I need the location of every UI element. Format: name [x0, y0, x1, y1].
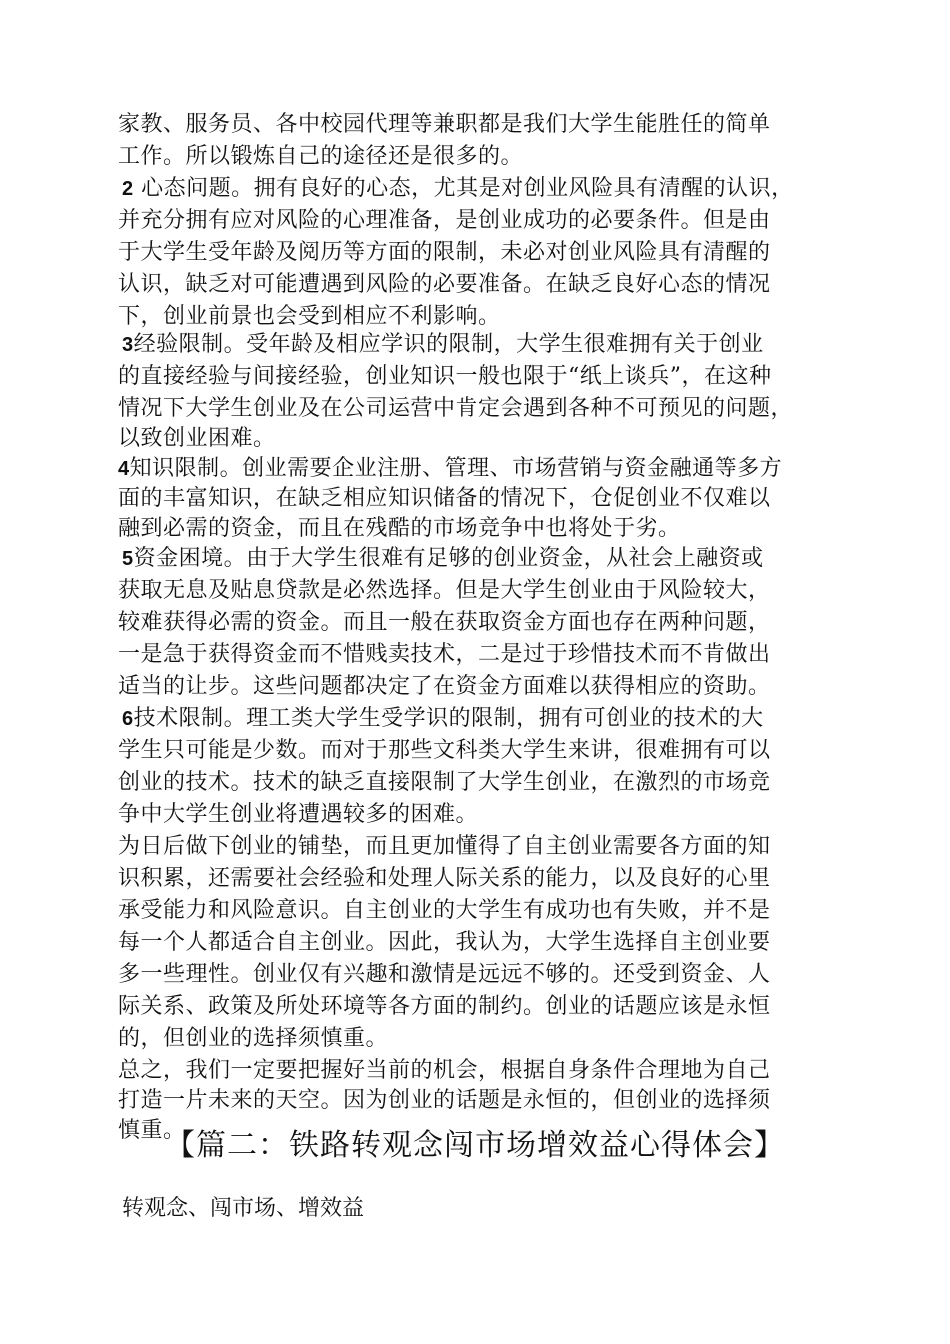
- text-line: 总之，我们一定要把握好当前的机会，根据自身条件合理地为自己: [118, 1058, 771, 1083]
- text-line: 下，创业前景也会受到相应不利影响。: [118, 304, 501, 329]
- text-line: 6技术限制。理工类大学生受学识的限制，拥有可创业的技术的大: [122, 706, 764, 731]
- text-line: 打造一片未来的天空。因为创业的话题是永恒的，但创业的选择须: [118, 1088, 771, 1113]
- text-line: 3经验限制。受年龄及相应学识的限制，大学生很难拥有关于创业: [122, 332, 764, 357]
- text-line: 家教、服务员、各中校园代理等兼职都是我们大学生能胜任的简单: [118, 112, 771, 137]
- text-line: 并充分拥有应对风险的心理准备，是创业成功的必要条件。但是由: [118, 208, 771, 233]
- text-line: 的，但创业的选择须慎重。: [118, 1026, 389, 1051]
- text-line: 识积累，还需要社会经验和处理人际关系的能力，以及良好的心里: [118, 866, 771, 891]
- text-line: 获取无息及贴息贷款是必然选择。但是大学生创业由于风险较大，: [118, 578, 771, 603]
- text-line: 的直接经验与间接经验，创业知识一般也限于“纸上谈兵”，在这种: [118, 364, 772, 389]
- text-line: 5资金困境。由于大学生很难有足够的创业资金，从社会上融资或: [122, 546, 764, 571]
- paragraph-number: 5: [122, 548, 134, 570]
- text-line: 承受能力和风险意识。自主创业的大学生有成功也有失败，并不是: [118, 898, 771, 923]
- text-line: 面的丰富知识，在缺乏相应知识储备的情况下，仓促创业不仅难以: [118, 486, 771, 511]
- text-line: 4知识限制。创业需要企业注册、管理、市场营销与资金融通等多方: [118, 456, 783, 481]
- text-line: 一是急于获得资金而不惜贱卖技术，二是过于珍惜技术而不肯做出: [118, 642, 771, 667]
- paragraph-number: 3: [122, 334, 134, 356]
- text-line: 情况下大学生创业及在公司运营中肯定会遇到各种不可预见的问题，: [118, 396, 794, 421]
- text-line: 2 心态问题。拥有良好的心态，尤其是对创业风险具有清醒的认识，: [122, 176, 794, 201]
- text-line: 以致创业困难。: [118, 426, 276, 451]
- section-subtitle: 转观念、闯市场、增效益: [122, 1196, 365, 1221]
- text-line: 适当的让步。这些问题都决定了在资金方面难以获得相应的资助。: [118, 674, 771, 699]
- paragraph-number: 2: [122, 178, 134, 200]
- paragraph-number: 6: [122, 708, 134, 730]
- text-line: 每一个人都适合自主创业。因此，我认为，大学生选择自主创业要: [118, 930, 771, 955]
- text-line: 融到必需的资金，而且在残酷的市场竞争中也将处于劣。: [118, 516, 681, 541]
- text-line: 争中大学生创业将遭遇较多的困难。: [118, 802, 479, 827]
- section-heading: 【篇二：铁路转观念闯市场增效益心得体会】: [165, 1128, 785, 1163]
- text-line: 工作。所以锻炼自己的途径还是很多的。: [118, 144, 524, 169]
- text-line: 学生只可能是少数。而对于那些文科类大学生来讲，很难拥有可以: [118, 738, 771, 763]
- text-line: 多一些理性。创业仅有兴趣和激情是远远不够的。还受到资金、人: [118, 962, 771, 987]
- text-line: 慎重。: [118, 1118, 186, 1143]
- text-line: 际关系、政策及所处环境等各方面的制约。创业的话题应该是永恒: [118, 994, 771, 1019]
- paragraph-number: 4: [118, 458, 130, 480]
- text-line: 为日后做下创业的铺垫，而且更加懂得了自主创业需要各方面的知: [118, 834, 771, 859]
- text-line: 较难获得必需的资金。而且一般在获取资金方面也存在两种问题，: [118, 610, 771, 635]
- text-line: 创业的技术。技术的缺乏直接限制了大学生创业，在激烈的市场竞: [118, 770, 771, 795]
- text-line: 于大学生受年龄及阅历等方面的限制，未必对创业风险具有清醒的: [118, 240, 771, 265]
- text-line: 认识，缺乏对可能遭遇到风险的必要准备。在缺乏良好心态的情况: [118, 272, 771, 297]
